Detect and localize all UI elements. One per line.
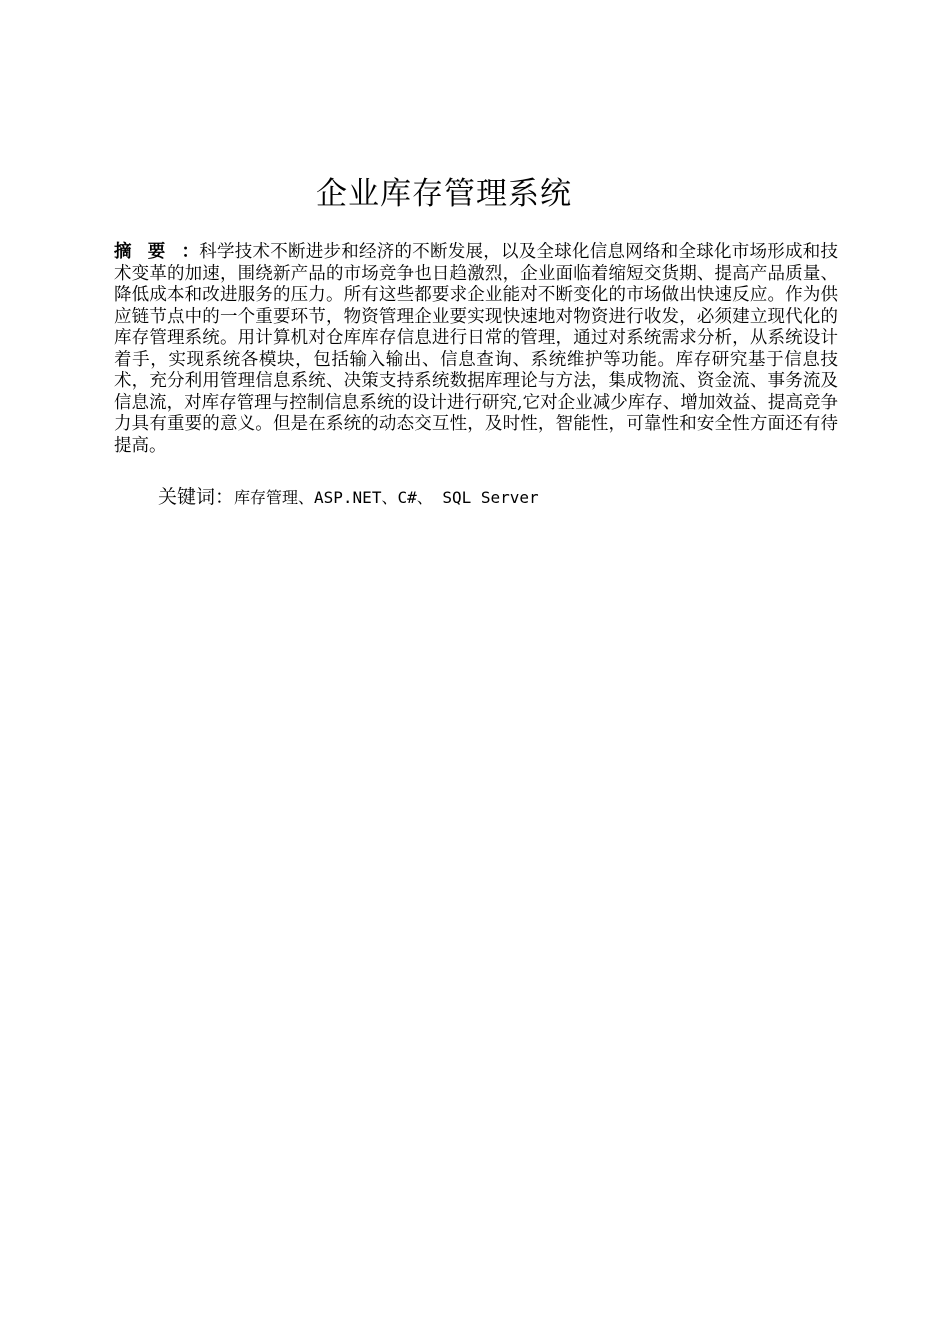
abstract-text: 科学技术不断进步和经济的不断发展，以及全球化信息网络和全球化市场形成和技术变革的加速，围绕新产品的市场竞争也日趋激烈，企业面临着缩短交货期、提高产品质量、降低成本和改进服务的压力。所有这些都要求企业能对不断变化的市场做出快速反应。作为供应链节点中的一个重要环节，物资管理企业要实现快速地对物资进行收发，必须建立现代化的库存管理系统。用计算机对仓库库存信息进行日常的管理，通过对系统需求分析，从系统设计着手，实现系统各模块，包括输入输出、信息查询、系统维护等功能。库存研究基于信息技术，充分利用管理信息系统、决策支持系统数据库理论与方法，集成物流、资金流、事务流及信息流，对库存管理与控制信息系统的设计进行研究,它对企业减少库存、增加效益、提高竞争力具有重要的意义。但是在系统的动态交互性，及时性，智能性，可靠性和安全性方面还有待提高。	[114, 242, 838, 456]
keywords-line	[158, 484, 838, 511]
abstract-label-colon: ：	[181, 242, 200, 262]
abstract-paragraph	[114, 242, 838, 457]
keywords-value: 库存管理、ASP.NET、C#、 SQL Server	[234, 488, 539, 507]
document-title: 企业库存管理系统	[316, 176, 572, 212]
abstract-label: 摘要	[114, 242, 182, 262]
keywords-label: 关键词：	[158, 486, 235, 508]
